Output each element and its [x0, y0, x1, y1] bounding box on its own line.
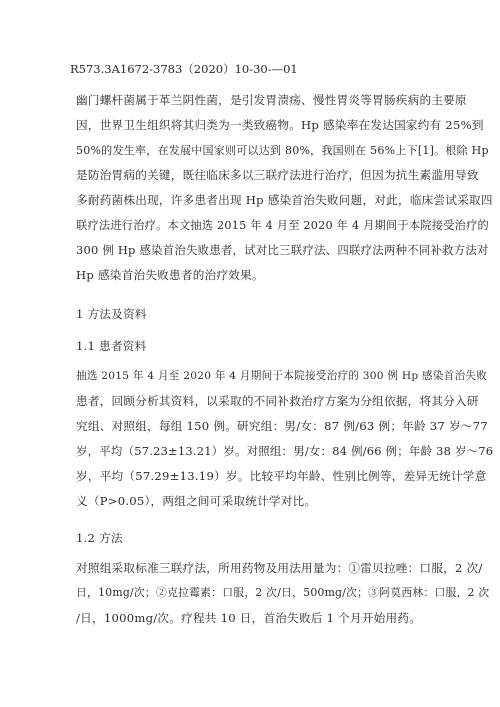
- intro-line-4: 是防治胃病的关键，既往临床多以三联疗法进行治疗，但因为抗生素滥用导致: [76, 168, 479, 182]
- intro-line-7: 300 例 Hp 感染首治失败患者，试对比三联疗法、四联疗法两种不同补救方法对: [76, 243, 489, 257]
- section-heading-1-1: 1.1 患者资料: [76, 339, 147, 353]
- patients-line-2: 患者，回顾分析其资料，以采取的不同补救治疗方案为分组依据，将其分入研: [76, 394, 479, 408]
- intro-line-3: 50%的发生率，在发展中国家则可以达到 80%，我国则在 56%上下[1]。根除 Hp: [76, 144, 489, 157]
- section-heading-1: 1 方法及资料: [76, 307, 147, 321]
- intro-line-1: 幽门螺杆菌属于革兰阴性菌，是引发胃溃疡、慢性胃炎等胃肠疾病的主要原: [76, 93, 467, 107]
- methods-line-1: 对照组采取标准三联疗法，所用药物及用法用量为：①雷贝拉唑：口服，2 次/: [76, 561, 483, 575]
- patients-line-3: 究组、对照组，每组 150 例。研究组：男/女：87 例/63 例；年龄 37 岁～77: [76, 419, 488, 433]
- intro-line-5: 多耐药菌株出现，许多患者出现 Hp 感染首治失败问题，对此，临床尝试采取四: [76, 193, 493, 207]
- section-heading-1-2: 1.2 方法: [76, 531, 123, 545]
- patients-line-4: 岁，平均（57.23±13.21）岁。对照组：男/女：84 例/66 例；年龄 38 岁～76: [76, 444, 494, 458]
- methods-line-2: 日，10mg/次；②克拉霉素：口服，2 次/日，500mg/次；③阿莫西林：口服，2 次: [76, 586, 490, 599]
- intro-line-2: 因，世界卫生组织将其归类为一类致癌物。Hp 感染率在发达国家约有 25%到: [76, 118, 484, 132]
- patients-line-6: 义（P>0.05），两组之间可采取统计学对比。: [76, 494, 317, 508]
- intro-line-6: 联疗法进行治疗。本文抽选 2015 年 4 月至 2020 年 4 月期间于本院接受治疗的: [76, 219, 489, 232]
- patients-line-5: 岁，平均（57.29±13.19）岁。比较平均年龄、性别比例等，差异无统计学意: [76, 469, 487, 483]
- classification-code: R573.3A1672-3783（2020）10-30-—01: [70, 62, 298, 76]
- intro-line-8: Hp 感染首治失败患者的治疗效果。: [76, 268, 264, 282]
- patients-line-1: 抽选 2015 年 4 月至 2020 年 4 月期间于本院接受治疗的 300 例 Hp 感染首治失败: [76, 370, 488, 382]
- methods-line-3: /日，1000mg/次。疗程共 10 日，首治失败后 1 个月开始用药。: [76, 611, 422, 625]
